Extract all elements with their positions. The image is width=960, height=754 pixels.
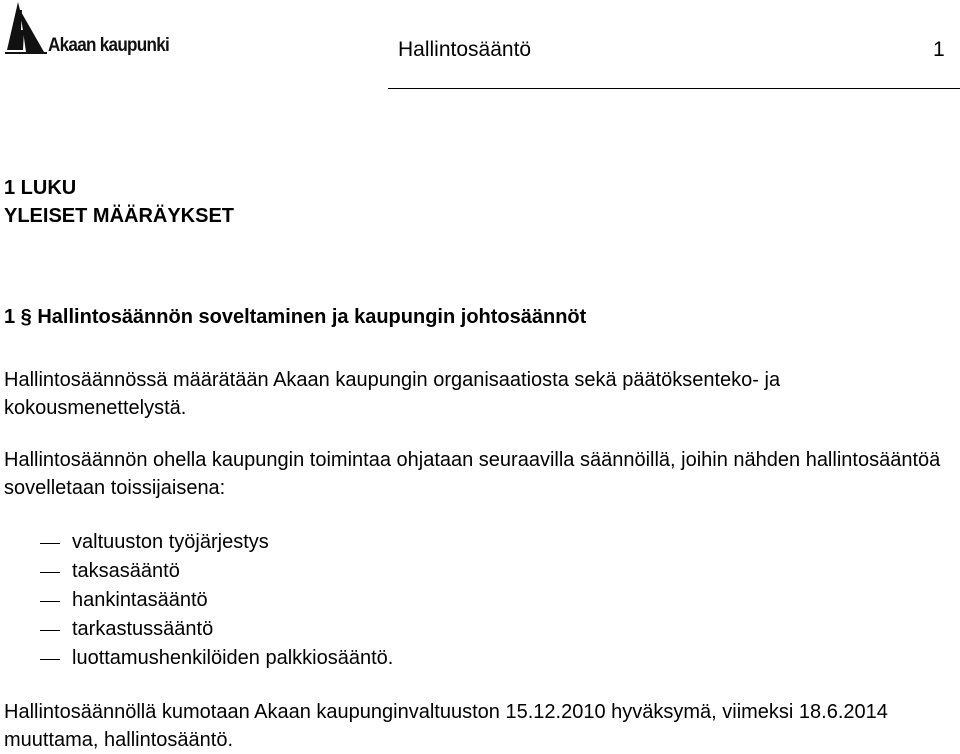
list-item-text: valtuuston työjärjestys (72, 531, 269, 553)
akaa-logo (4, 0, 194, 66)
dash-bullet-icon (40, 601, 60, 602)
header-divider (388, 88, 960, 89)
dash-bullet-icon (40, 543, 60, 544)
page-header (0, 0, 960, 95)
dash-bullet-icon (40, 630, 60, 631)
section-heading: 1 § Hallintosäännön soveltaminen ja kaupungin johtosäännöt (4, 306, 587, 328)
logo-text: Akaan kaupunki (48, 35, 170, 56)
paragraph-3: Hallintosäännöllä kumotaan Akaan kaupunginvaltuuston 15.12.2010 hyväksymä, viimeksi 18.6.2014 muuttama, hallintosääntö. (4, 701, 888, 751)
page-number: 1 (933, 38, 945, 61)
dash-bullet-icon (40, 659, 60, 660)
chapter-heading (4, 174, 234, 230)
paragraph-2: Hallintosäännön ohella kaupungin toimintaa ohjataan seuraavilla säännöillä, joihin nähden hallintosääntöä sovelletaan toissijaisena: (4, 449, 941, 499)
paragraph-1: Hallintosäännössä määrätään Akaan kaupungin organisaatiosta sekä päätöksenteko- ja kokousmenettelystä. (4, 369, 781, 419)
list-item-text: hankintasääntö (72, 589, 208, 611)
dash-bullet-icon (40, 572, 60, 573)
list-item-text: luottamushenkilöiden palkkiosääntö. (72, 647, 394, 669)
chapter-title: YLEISET MÄÄRÄYKSET (4, 205, 235, 227)
document-title: Hallintosääntö (398, 38, 532, 61)
chapter-number: 1 LUKU (4, 177, 77, 199)
list-item-text: tarkastussääntö (72, 618, 214, 640)
tower-logo-icon (4, 0, 48, 58)
list-item-text: taksasääntö (72, 560, 180, 582)
